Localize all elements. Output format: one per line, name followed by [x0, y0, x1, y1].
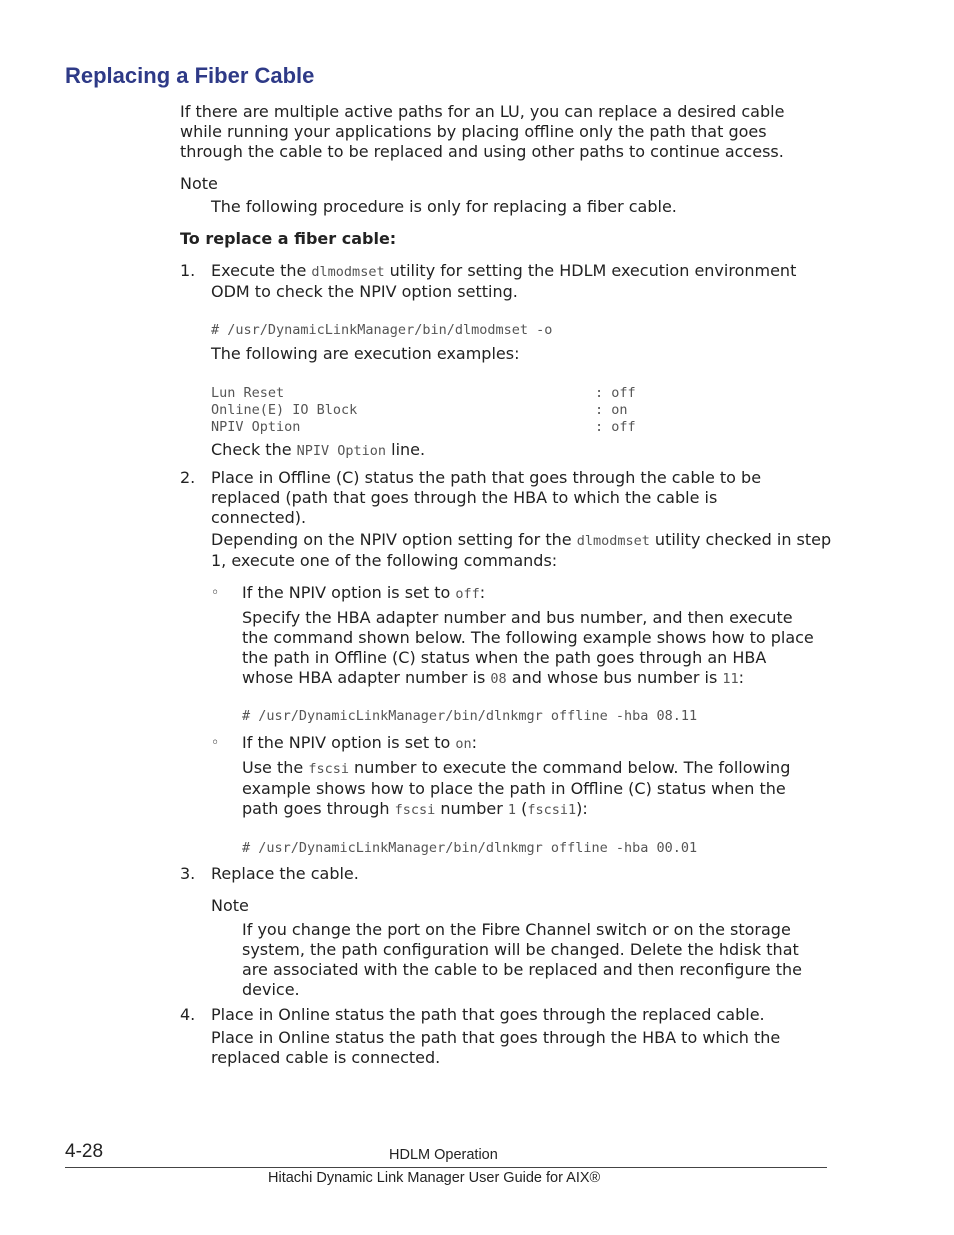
- body-text-part: number: [435, 799, 508, 818]
- output-value: : off: [595, 385, 636, 401]
- depending-text-part: Depending on the NPIV option setting for the: [211, 530, 577, 549]
- step-2-text: Place in Offline (C) status the path that goes through the cable to be replaced (path that goes through the HBA to which the cable is connected).: [211, 468, 762, 527]
- npiv-off-body: [242, 608, 822, 689]
- output-row: [211, 385, 661, 402]
- heading-text-part: :: [471, 733, 478, 752]
- fscsi-code: fscsi: [308, 761, 349, 777]
- heading-text-part: If the NPIV option is set to: [242, 733, 456, 752]
- body-text-part: Use the: [242, 758, 309, 777]
- step-4-detail: Place in Online status the path that goes through the HBA to which the replaced cable is connected.: [211, 1028, 781, 1067]
- check-text-part: Check the: [211, 440, 297, 459]
- check-line: [211, 440, 425, 461]
- npiv-on-body: [242, 758, 827, 820]
- fscsi-code: fscsi: [394, 802, 436, 818]
- output-name: Lun Reset: [211, 385, 285, 401]
- body-text-part: ):: [576, 799, 588, 818]
- intro-paragraph: If there are multiple active paths for an LU, you can replace a desired cable while running your applications by placing offline only the path that goes through the cable to be replaced and using other paths to continue access.: [180, 102, 785, 161]
- dlmodmset-command: # /usr/DynamicLinkManager/bin/dlmodmset -o: [211, 322, 553, 338]
- step-2-depending: [211, 530, 836, 571]
- examples-label: The following are execution examples:: [211, 344, 520, 363]
- procedure-title: To replace a fiber cable:: [180, 229, 397, 248]
- body-text-part: :: [738, 668, 745, 687]
- heading-text-part: If the NPIV option is set to: [242, 583, 456, 602]
- output-row: [211, 419, 661, 436]
- fscsi1-code: fscsi1: [527, 802, 577, 818]
- bus-number-code: 11: [722, 671, 739, 687]
- check-text-part: line.: [386, 440, 426, 459]
- on-code: on: [455, 736, 472, 752]
- step-3-note-label: Note: [211, 896, 249, 915]
- page-heading: Replacing a Fiber Cable: [65, 63, 315, 88]
- dlmodmset-code: dlmodmset: [311, 264, 385, 280]
- bullet-icon: ◦: [211, 735, 220, 751]
- bullet-icon: ◦: [211, 585, 220, 601]
- note-text: The following procedure is only for replacing a fiber cable.: [211, 197, 677, 216]
- footer-book-title: Hitachi Dynamic Link Manager User Guide for AIX®: [268, 1170, 601, 1186]
- output-name: Online(E) IO Block: [211, 402, 358, 418]
- output-name: NPIV Option: [211, 419, 301, 435]
- step-number-4: 4.: [180, 1005, 196, 1024]
- execution-output: [211, 385, 661, 436]
- step-3-text: Replace the cable.: [211, 864, 359, 883]
- offline-command-off: # /usr/DynamicLinkManager/bin/dlnkmgr offline -hba 08.11: [242, 708, 698, 724]
- footer-section: HDLM Operation: [389, 1147, 498, 1163]
- adapter-number-code: 08: [490, 671, 507, 687]
- body-text-part: number to execute the command below. The following example shows how to place the path in Offline (C) status when the path goes through: [242, 758, 791, 818]
- step-number-2: 2.: [180, 468, 196, 487]
- heading-text-part: :: [479, 583, 486, 602]
- output-value: : on: [595, 402, 628, 418]
- step-number-3: 3.: [180, 864, 196, 883]
- step-1-text: [211, 261, 831, 302]
- output-value: : off: [595, 419, 636, 435]
- output-row: [211, 402, 661, 419]
- step-1-text-part: utility for setting the HDLM execution environment ODM to check the NPIV option setting.: [211, 261, 797, 301]
- fscsi-number-code: 1: [507, 802, 517, 818]
- step-1-text-part: Execute the: [211, 261, 312, 280]
- body-text-part: and whose bus number is: [506, 668, 723, 687]
- npiv-option-code: NPIV Option: [296, 443, 387, 459]
- npiv-on-heading: [242, 733, 477, 754]
- body-text-part: Specify the HBA adapter number and bus number, and then execute the command shown below. The following example shows how to place the path in Offline (C) status when the path goes through an HBA whose HBA adapter number is: [242, 608, 814, 687]
- body-text-part: (: [516, 799, 528, 818]
- dlmodmset-code: dlmodmset: [576, 533, 650, 549]
- page-number: 4-28: [65, 1141, 104, 1162]
- depending-text-part: utility checked in step 1, execute one of the following commands:: [211, 530, 832, 570]
- off-code: off: [455, 586, 480, 602]
- step-3-note-text: If you change the port on the Fibre Channel switch or on the storage system, the path configuration will be changed. Delete the hdisk that are associated with the cable to be replaced and then reconfigure the device.: [242, 920, 802, 999]
- footer-divider: [65, 1167, 827, 1168]
- offline-command-on: # /usr/DynamicLinkManager/bin/dlnkmgr offline -hba 00.01: [242, 840, 698, 856]
- step-4-text: Place in Online status the path that goes through the replaced cable.: [211, 1005, 765, 1024]
- step-number-1: 1.: [180, 261, 196, 280]
- npiv-off-heading: [242, 583, 485, 604]
- note-label: Note: [180, 174, 218, 193]
